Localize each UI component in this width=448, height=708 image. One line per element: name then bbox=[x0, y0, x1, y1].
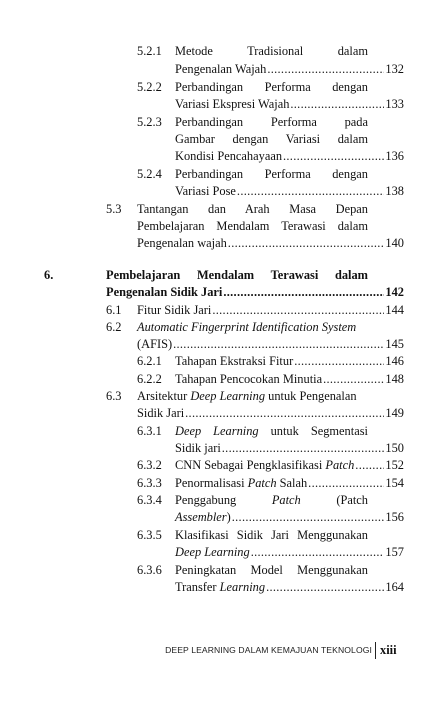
entry-number: 6.3.3 bbox=[137, 476, 162, 490]
entry-title-row: Kondisi Pencahayaan ..... 136 bbox=[175, 148, 404, 164]
page-number: 164 bbox=[385, 580, 404, 594]
running-footer-title: DEEP LEARNING DALAM KEMAJUAN TEKNOLOGI bbox=[165, 645, 372, 655]
entry-title-row: Sidik Jari ..... 149 bbox=[137, 405, 404, 421]
entry-title-line: Pembelajaran Mendalam Terawasi dalam bbox=[137, 219, 368, 233]
entry-number: 6.3 bbox=[106, 389, 122, 403]
entry-number: 5.2.4 bbox=[137, 167, 162, 181]
entry-title-row: Variasi Pose ..... 138 bbox=[175, 183, 404, 199]
leader-dots bbox=[308, 475, 384, 491]
entry-title-line: Klasifikasi Sidik Jari Menggunakan bbox=[175, 528, 368, 542]
entry-title-line: Gambar dengan Variasi dalam bbox=[175, 132, 368, 146]
leader-dots bbox=[267, 61, 384, 77]
leader-dots bbox=[283, 148, 384, 164]
leader-dots bbox=[251, 544, 385, 560]
page-number: 156 bbox=[385, 510, 404, 524]
leader-dots bbox=[212, 302, 384, 318]
entry-title-line: Perbandingan Performa dengan bbox=[175, 167, 368, 181]
footer-page-number: xiii bbox=[380, 643, 397, 657]
chapter-number: 6. bbox=[44, 268, 54, 282]
page-footer bbox=[0, 641, 448, 659]
entry-title-row: Penormalisasi Patch Salah ..... 154 bbox=[175, 475, 404, 491]
entry-title-row: Tahapan Ekstraksi Fitur ..... 146 bbox=[175, 353, 404, 369]
entry-title-line: Perbandingan Performa dengan bbox=[175, 80, 368, 94]
entry-number: 6.1 bbox=[106, 303, 122, 317]
entry-title-row: (AFIS) ..... 145 bbox=[137, 336, 404, 352]
page-number: 149 bbox=[385, 406, 404, 420]
leader-dots bbox=[294, 353, 384, 369]
entry-number: 6.3.1 bbox=[137, 424, 162, 438]
entry-number: 6.2.1 bbox=[137, 354, 162, 368]
entry-title-line: Metode Tradisional dalam bbox=[175, 44, 368, 58]
entry-title-row: Variasi Ekspresi Wajah ..... 133 bbox=[175, 96, 404, 112]
entry-title-row: Fitur Sidik Jari ..... 144 bbox=[137, 302, 404, 318]
entry-title-row: Pengenalan Wajah ..... 132 bbox=[175, 61, 404, 77]
page-number: 154 bbox=[385, 476, 404, 490]
entry-title-row: Pengenalan wajah ..... 140 bbox=[137, 235, 404, 251]
entry-title-line: Peningkatan Model Menggunakan bbox=[175, 563, 368, 577]
entry-title-line: Perbandingan Performa pada bbox=[175, 115, 368, 129]
entry-title-line: Arsitektur Deep Learning untuk Pengenalan bbox=[137, 389, 357, 403]
entry-title-row: Transfer Learning ..... 164 bbox=[175, 579, 404, 595]
entry-title-row: Deep Learning ..... 157 bbox=[175, 544, 404, 560]
entry-number: 5.2.3 bbox=[137, 115, 162, 129]
leader-dots bbox=[228, 235, 385, 251]
entry-number: 6.2 bbox=[106, 320, 122, 334]
leader-dots bbox=[223, 284, 384, 300]
leader-dots bbox=[266, 579, 384, 595]
entry-title-row: Tahapan Pencocokan Minutia ..... 148 bbox=[175, 371, 404, 387]
entry-title-line: Deep Learning untuk Segmentasi bbox=[175, 424, 368, 438]
entry-number: 6.3.2 bbox=[137, 458, 162, 472]
page-number: 133 bbox=[385, 97, 404, 111]
leader-dots bbox=[323, 371, 384, 387]
page-number: 145 bbox=[385, 337, 404, 351]
entry-number: 5.2.2 bbox=[137, 80, 162, 94]
page-number: 144 bbox=[385, 303, 404, 317]
page-number: 138 bbox=[385, 184, 404, 198]
entry-title-row: Assembler) ..... 156 bbox=[175, 509, 404, 525]
chapter-title-line: Pembelajaran Mendalam Terawasi dalam bbox=[106, 268, 368, 282]
leader-dots bbox=[173, 336, 384, 352]
leader-dots bbox=[222, 440, 385, 456]
entry-number: 5.3 bbox=[106, 202, 122, 216]
entry-title-line: Automatic Fingerprint Identification System bbox=[137, 320, 357, 334]
page-number: 148 bbox=[385, 372, 404, 386]
page-number: 136 bbox=[385, 149, 404, 163]
page-number: 140 bbox=[385, 236, 404, 250]
entry-number: 6.3.6 bbox=[137, 563, 162, 577]
page-number: 157 bbox=[385, 545, 404, 559]
page-number: 142 bbox=[385, 285, 404, 299]
page-number: 150 bbox=[385, 441, 404, 455]
page-number: 146 bbox=[385, 354, 404, 368]
footer-divider bbox=[375, 642, 376, 659]
leader-dots bbox=[185, 405, 384, 421]
entry-title-line: Penggabung Patch (Patch bbox=[175, 493, 368, 507]
leader-dots bbox=[237, 183, 384, 199]
entry-title-line: Tantangan dan Arah Masa Depan bbox=[137, 202, 368, 216]
leader-dots bbox=[290, 96, 384, 112]
entry-number: 5.2.1 bbox=[137, 44, 162, 58]
leader-dots bbox=[232, 509, 385, 525]
entry-title-row: Sidik jari ..... 150 bbox=[175, 440, 404, 456]
chapter-title-row: Pengenalan Sidik Jari ..... 142 bbox=[106, 284, 404, 300]
leader-dots bbox=[355, 457, 384, 473]
entry-title-row: CNN Sebagai Pengklasifikasi Patch ..... 152 bbox=[175, 457, 404, 473]
entry-number: 6.2.2 bbox=[137, 372, 162, 386]
page-number: 152 bbox=[385, 458, 404, 472]
page-number: 132 bbox=[385, 62, 404, 76]
entry-number: 6.3.5 bbox=[137, 528, 162, 542]
entry-number: 6.3.4 bbox=[137, 493, 162, 507]
